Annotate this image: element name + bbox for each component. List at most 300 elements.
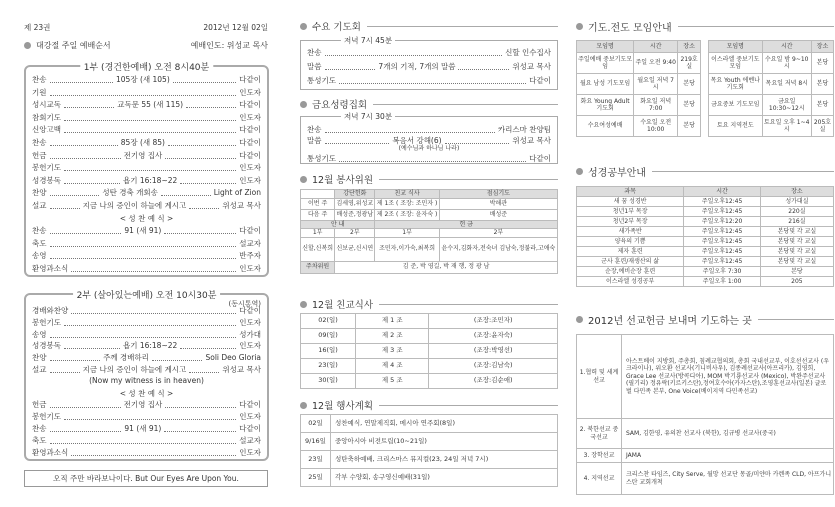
- table-row: [301, 433, 558, 451]
- leader-dots: [50, 208, 80, 209]
- row-person: 다같이: [239, 150, 262, 160]
- cell: 30(일): [301, 374, 356, 389]
- table-row: [577, 463, 834, 495]
- worship-order-title: 대강절 주일 예배순서: [36, 41, 111, 50]
- heading-rule: [379, 405, 558, 406]
- row-person: 인도자: [239, 112, 261, 122]
- row-label: 성경봉독: [32, 341, 61, 351]
- table-row: [709, 53, 834, 74]
- row-person: 성가대: [239, 329, 261, 339]
- cell: 205: [760, 277, 833, 287]
- leader-dots: [50, 443, 237, 444]
- leader-dots: [325, 55, 503, 56]
- cell: 주차위원: [301, 261, 335, 273]
- cell: 목요 Youth 에벤나 기도회: [709, 74, 763, 95]
- fellowship-heading: [300, 297, 558, 311]
- wednesday-heading: [300, 19, 558, 33]
- order-row: [26, 162, 267, 173]
- first-service-title: 1부 (경건한예배) 오전 8시40분: [80, 60, 213, 73]
- cell: 1.협력 및 세계선교: [577, 335, 622, 419]
- cell: 월요 남성 기도모임: [577, 74, 634, 95]
- heading-rule: [373, 104, 558, 105]
- row-label: 말씀: [307, 62, 322, 71]
- cell: 본당및 각 교실: [760, 257, 833, 267]
- sermon-subtitle: (예수님과 하나님 나라): [398, 145, 460, 152]
- row-content: 복음서 강해(6): [392, 136, 442, 145]
- row-person: 인도자: [239, 317, 261, 327]
- table-row: [577, 197, 834, 207]
- cell: 주일오후12:45: [684, 237, 760, 247]
- row-person: 다같이: [239, 125, 261, 135]
- table-row: [577, 227, 834, 237]
- row-label: 환영과소식: [32, 447, 69, 457]
- leader-dots: [173, 82, 237, 83]
- order-row: [26, 187, 267, 198]
- cell: 윤수지,김화자,전숙녀 김남숙,정불라,고애숙: [439, 237, 557, 261]
- table-row: [577, 247, 834, 257]
- cell: SAM, 김한영, 유의찬 선교사 (북한), 김규병 선교사(중국): [622, 419, 834, 449]
- cell: 제 5 조: [356, 374, 429, 389]
- cell: 금요일 10:30~12시: [762, 95, 811, 116]
- order-row: [26, 263, 267, 274]
- missions-table: [576, 334, 834, 495]
- leader-dots: [50, 195, 100, 196]
- row-content: < 성 찬 예 식 >: [119, 213, 174, 223]
- order-row: [26, 74, 267, 85]
- prayer-table-left: [576, 40, 701, 137]
- events-title: 12월 행사계획: [312, 401, 373, 412]
- table-row: [709, 116, 834, 137]
- leader-dots: [64, 325, 236, 326]
- leader-dots: [71, 313, 236, 314]
- leader-dots: [64, 132, 236, 133]
- leader-dots: [339, 83, 526, 84]
- leader-dots: [64, 419, 236, 420]
- order-row: [301, 47, 557, 58]
- row-content: 전기영 집사: [123, 400, 163, 410]
- table-row: [301, 451, 558, 469]
- table-row: [709, 74, 834, 95]
- table-row: [577, 257, 834, 267]
- cell: 새 꿈 성경반: [577, 197, 684, 207]
- cell: 성찬예식, 연말제직회, 메시아 연주회(8일): [331, 415, 558, 433]
- cell: 화요 Young Adult 기도회: [577, 95, 634, 116]
- cell: 장소: [811, 41, 833, 53]
- cell: 주일오후12:45: [684, 227, 760, 237]
- events-heading: [300, 398, 558, 412]
- row-label: 축도: [32, 238, 47, 248]
- leader-dots: [50, 158, 121, 159]
- order-row: [26, 124, 267, 135]
- order-row: [26, 213, 267, 224]
- friday-time: 저녁 7시 30분: [341, 111, 395, 122]
- row-person: 위성교 목사: [222, 201, 261, 210]
- row-label: 설교: [32, 201, 47, 210]
- row-label: 봉헌기도: [32, 412, 61, 422]
- wednesday-title: 수요 기도회: [312, 22, 361, 33]
- row-content: 지금 나의 증인이 하늘에 계시고: [82, 201, 187, 210]
- cell: 제 4 조: [356, 359, 429, 374]
- announcements-column: [290, 0, 560, 507]
- table-row: [577, 237, 834, 247]
- cell: 아스트베이 지방회, 주총회, 침례교협의회, 총회 국내선교부, 이호선선교사 (우크라이나), 위오환 선교사(기니비사우), 김종례선교사(아프리카), 김영희, Grace Lee 선교사(방콕디아), MOM 박기룡선교사 (Mexico), 박완주선교사 (필기리) 정유락(키르키스탄),정여호수아(카자스탄),조영훈선교사(일본) 글로벌 다민족 본부, One Voice(베이지역 다민족선교): [622, 335, 834, 419]
- row-content: 105장 (새 105): [116, 75, 170, 84]
- cell: 수요일 밤 9~10시: [762, 53, 811, 74]
- leader-dots: [50, 82, 114, 83]
- row-person: 위성교 목사: [512, 136, 551, 145]
- cell: 시간: [634, 41, 678, 53]
- cell: 청년1부 목장: [577, 207, 684, 217]
- order-row: [26, 99, 267, 110]
- row-person: 다같이: [239, 424, 262, 433]
- col-header: 강단헌화: [335, 190, 375, 199]
- volunteers-title: 12월 봉사위원: [312, 175, 373, 186]
- cell: 제 1 조: [356, 314, 429, 329]
- cell: 제 1조 ( 조장: 조민자 ): [375, 198, 439, 209]
- row-person: 위성교 목사: [512, 62, 551, 71]
- row-person: 다같이: [239, 226, 262, 236]
- table-row: [301, 469, 558, 487]
- leader-dots: [325, 69, 376, 70]
- col-header: 친교 식사: [375, 190, 439, 199]
- leader-dots: [64, 107, 114, 108]
- bullet-icon: [300, 23, 307, 30]
- cell: 신보균,신시연: [335, 237, 375, 261]
- cell: 4. 지역선교: [577, 463, 622, 495]
- order-row: [301, 61, 557, 72]
- table-row: [301, 314, 558, 329]
- issue-date: 2012년 12월 02일: [203, 23, 268, 32]
- order-row: [26, 305, 267, 316]
- row-label: 통성기도: [307, 154, 336, 163]
- cell: 과목: [577, 187, 684, 197]
- cell: 화요일 저녁7:00: [634, 95, 678, 116]
- cell: 월요일 저녁 7시: [634, 74, 678, 95]
- row-content: (Now my witness is in heaven): [89, 375, 204, 385]
- cell: 토요일 오후 1~4시: [762, 116, 811, 137]
- row-person: 인도자: [239, 341, 261, 351]
- order-row: [301, 75, 557, 86]
- bullet-icon: [300, 301, 307, 308]
- bullet-icon: [300, 101, 307, 108]
- leader-dots: [50, 337, 237, 338]
- cell: 주일오후12:20: [684, 217, 760, 227]
- row-label: 찬송: [32, 75, 47, 84]
- cell: 02(일): [301, 314, 356, 329]
- row-content: 주께 경배하리: [103, 353, 149, 363]
- table-row: [577, 95, 701, 116]
- leader-dots: [64, 348, 120, 349]
- table-row: [577, 74, 701, 95]
- second-service-title: 2부 (살아있는예배) 오전 10시30분: [73, 288, 221, 301]
- interpretation-note: (동시통역): [228, 300, 261, 308]
- row-content: 85장 (새 85): [120, 138, 165, 147]
- leader-dots: [189, 372, 219, 373]
- row-person: 카리스마 찬양팀: [497, 125, 551, 134]
- table-row: [577, 217, 834, 227]
- cell: 모임명: [577, 41, 634, 53]
- row-label: 헌금: [32, 400, 47, 410]
- order-row: [26, 250, 267, 261]
- prayer-heading: [576, 19, 834, 34]
- cell: 신할,신복희: [301, 237, 335, 261]
- bullet-icon: [300, 176, 307, 183]
- cell: 성가대실: [760, 197, 833, 207]
- row-label: 찬송: [32, 138, 47, 147]
- cell: 본당: [678, 116, 701, 137]
- row-person: Light of Zion: [213, 188, 262, 198]
- row-content: 7개의 기적, 7개의 말씀: [378, 62, 456, 71]
- leader-dots: [50, 258, 237, 259]
- leader-dots: [189, 208, 219, 209]
- order-row: [26, 150, 267, 161]
- order-row: [26, 376, 267, 385]
- bullet-icon: [24, 42, 31, 49]
- cell: 제 3 조: [356, 344, 429, 359]
- leader-dots: [50, 372, 80, 373]
- cell: 주일오후12:45: [684, 197, 760, 207]
- leader-dots: [64, 170, 236, 171]
- row-label: 찬양: [32, 353, 47, 363]
- volunteers-table: [300, 189, 558, 274]
- leader-dots: [458, 69, 509, 70]
- cell: 조민자,이가숙,최복희: [375, 237, 439, 261]
- cell: 2. 북한선교 중국선교: [577, 419, 622, 449]
- row-content: 욥기 16:18~22: [122, 175, 178, 185]
- row-label: 찬송: [307, 48, 322, 57]
- cell: 본당및 각 교실: [760, 237, 833, 247]
- cell: 제 2 조: [356, 329, 429, 344]
- events-table: [300, 414, 558, 487]
- cell: 1부: [375, 229, 439, 238]
- wednesday-box: [300, 36, 558, 90]
- cell: 금요중보 기도모임: [709, 95, 763, 116]
- row-label: 신앙고백: [32, 125, 61, 135]
- heading-rule: [652, 171, 834, 172]
- order-row: [26, 87, 267, 98]
- order-row: [26, 112, 267, 123]
- order-row: [26, 352, 267, 363]
- row-person: 위성교 목사: [222, 365, 261, 374]
- row-label: 성경봉독: [32, 175, 61, 185]
- leader-dots: [50, 407, 121, 408]
- row-label: 찬송: [32, 424, 47, 433]
- friday-title: 금요성령집회: [312, 100, 368, 111]
- row-label: 축도: [32, 435, 47, 445]
- leader-dots: [64, 120, 236, 121]
- bullet-icon: [300, 402, 307, 409]
- cell: 주일오후12:45: [684, 247, 760, 257]
- row-label: 찬송: [307, 125, 322, 134]
- cell: (조장:조민자): [429, 314, 558, 329]
- leader-dots: [164, 431, 236, 432]
- row-label: 헌금: [32, 150, 47, 160]
- cell: 목요일 저녁 8시: [762, 74, 811, 95]
- bullet-icon: [576, 23, 583, 30]
- row-person: 인도자: [239, 412, 261, 422]
- cell: 09(일): [301, 329, 356, 344]
- cell: 본당: [811, 53, 833, 74]
- order-row: [26, 388, 267, 399]
- cell: 시간: [684, 187, 760, 197]
- study-table: [576, 186, 834, 287]
- row-person: 다같이: [239, 400, 262, 410]
- order-row: [26, 175, 267, 186]
- row-person: 다같이: [529, 76, 551, 85]
- leader-dots: [180, 348, 236, 349]
- cell: (조장:김남숙): [429, 359, 558, 374]
- first-service-box: [24, 65, 269, 277]
- cell: 205호실: [811, 116, 833, 137]
- leader-dots: [50, 233, 122, 234]
- row-person: 다같이: [239, 138, 262, 147]
- cell: 주일오후 7:30: [684, 267, 760, 277]
- prayer-title: 기도.전도 모임안내: [588, 23, 672, 34]
- leader-dots: [50, 145, 118, 146]
- order-row: [26, 340, 267, 351]
- cell: 각부 수양회, 송구영신예배(31일): [331, 469, 558, 487]
- table-row: [577, 277, 834, 287]
- cell: 본당: [760, 267, 833, 277]
- row-content: 교독문 55 (새 115): [117, 100, 184, 110]
- cell: 02일: [301, 415, 331, 433]
- cell: 중앙아시아 비전트립(10~21일): [331, 433, 558, 451]
- row-label: 참회기도: [32, 112, 61, 122]
- table-row: [577, 419, 834, 449]
- cell: JAMA: [622, 449, 834, 463]
- cell: 새가족반: [577, 227, 684, 237]
- leader-dots: [64, 183, 120, 184]
- cell: 배성준: [439, 209, 557, 220]
- cell: 219호실: [678, 53, 701, 74]
- cell: 토요 지역전도: [709, 116, 763, 137]
- row-person: 신할 인수집사: [505, 48, 551, 57]
- heading-rule: [379, 304, 558, 305]
- cell: 220실: [760, 207, 833, 217]
- order-row: [26, 238, 267, 249]
- cell: 다음 주: [301, 209, 335, 220]
- missions-title: 2012년 선교헌금 보내며 기도하는 곳: [588, 316, 752, 327]
- cell: 성탄축하예배, 크리스마스 뮤지컬(23, 24일 저녁 7시): [331, 451, 558, 469]
- row-content: 성탄 경축 개회송: [102, 188, 158, 198]
- page-header: [24, 22, 268, 33]
- cell: (조장:윤자숙): [429, 329, 558, 344]
- table-row: [301, 359, 558, 374]
- cell: 본당: [811, 95, 833, 116]
- cell: 9/16일: [301, 433, 331, 451]
- row-label: 통성기도: [307, 76, 336, 85]
- cell: 시간: [762, 41, 811, 53]
- leader-dots: [161, 195, 211, 196]
- cell: 본당및 각 교실: [760, 247, 833, 257]
- row-person: 다같이: [529, 154, 551, 163]
- fellowship-table: [300, 313, 558, 389]
- cell: 제자 훈련: [577, 247, 684, 257]
- cell: 장소: [760, 187, 833, 197]
- cell: 양육의 기쁨: [577, 237, 684, 247]
- heading-rule: [367, 26, 558, 27]
- table-row: [301, 329, 558, 344]
- cell: 1부: [301, 229, 335, 238]
- row-person: 인도자: [239, 264, 261, 273]
- row-person: 다같이: [239, 100, 262, 110]
- cell: 23일: [301, 451, 331, 469]
- leader-dots: [50, 360, 101, 361]
- cell: 김세영,위성교: [335, 198, 375, 209]
- row-person: 인도자: [239, 447, 261, 457]
- order-row: [26, 399, 267, 410]
- table-row: [301, 415, 558, 433]
- table-row: [577, 207, 834, 217]
- order-row: [26, 329, 267, 340]
- leader-dots: [71, 455, 236, 456]
- leader-dots: [50, 431, 122, 432]
- heading-rule: [379, 179, 558, 180]
- leader-dots: [165, 158, 236, 159]
- order-row: [26, 137, 267, 148]
- cell: 주일 오전 9:40: [634, 53, 678, 74]
- order-row: [26, 317, 267, 328]
- cell: (조장:김순애): [429, 374, 558, 389]
- cell: 제 2조 ( 조장: 윤자숙 ): [375, 209, 439, 220]
- row-content: 91 (새 91): [124, 424, 162, 433]
- leader-dots: [186, 107, 236, 108]
- cell: 본당: [678, 95, 701, 116]
- missions-heading: [576, 312, 834, 327]
- row-label: 기원: [32, 87, 47, 97]
- col-header: 안 내: [301, 220, 375, 229]
- cell: 모임명: [709, 41, 763, 53]
- worship-order-heading: [24, 40, 268, 51]
- table-row: [301, 374, 558, 389]
- order-row: [26, 200, 267, 211]
- order-row: [26, 447, 267, 458]
- cell: 김 준, 박 영길, 박 재 행, 정 광 남: [335, 261, 558, 273]
- info-column: [568, 0, 835, 507]
- cell: 수요일 오전 10:00: [634, 116, 678, 137]
- wednesday-time: 저녁 7시 45분: [341, 35, 395, 46]
- issue-number: 제 23권: [24, 23, 51, 32]
- row-label: 송영: [32, 329, 47, 339]
- cell: 이스라엘 중보기도모임: [709, 53, 763, 74]
- cell: 이스라엘 성경공부: [577, 277, 684, 287]
- cell: 수요여성예배: [577, 116, 634, 137]
- table-row: [577, 53, 701, 74]
- col-header: 헌 금: [375, 220, 558, 229]
- table-row: [301, 344, 558, 359]
- row-label: 말씀: [307, 136, 322, 145]
- cell: 청년2부 목장: [577, 217, 684, 227]
- motto-bar: 오직 주만 바라보나이다. But Our Eyes Are Upon You.: [24, 470, 268, 487]
- table-row: [577, 41, 701, 53]
- leader-dots: [168, 145, 236, 146]
- row-person: 다같이: [239, 75, 261, 84]
- cell: 216실: [760, 217, 833, 227]
- cell: 이번 주: [301, 198, 335, 209]
- order-of-worship-column: [0, 0, 280, 507]
- row-content: 91 (새 91): [124, 226, 162, 236]
- table-row: [577, 449, 834, 463]
- cell: 박해관: [439, 198, 557, 209]
- leader-dots: [164, 233, 236, 234]
- table-row: [577, 116, 701, 137]
- cell: 25일: [301, 469, 331, 487]
- cell: (조장:박영선): [429, 344, 558, 359]
- row-content: 지금 나의 증인이 하늘에 계시고: [82, 365, 187, 374]
- bullet-icon: [576, 316, 583, 323]
- table-row: [709, 95, 834, 116]
- row-label: 송영: [32, 251, 47, 261]
